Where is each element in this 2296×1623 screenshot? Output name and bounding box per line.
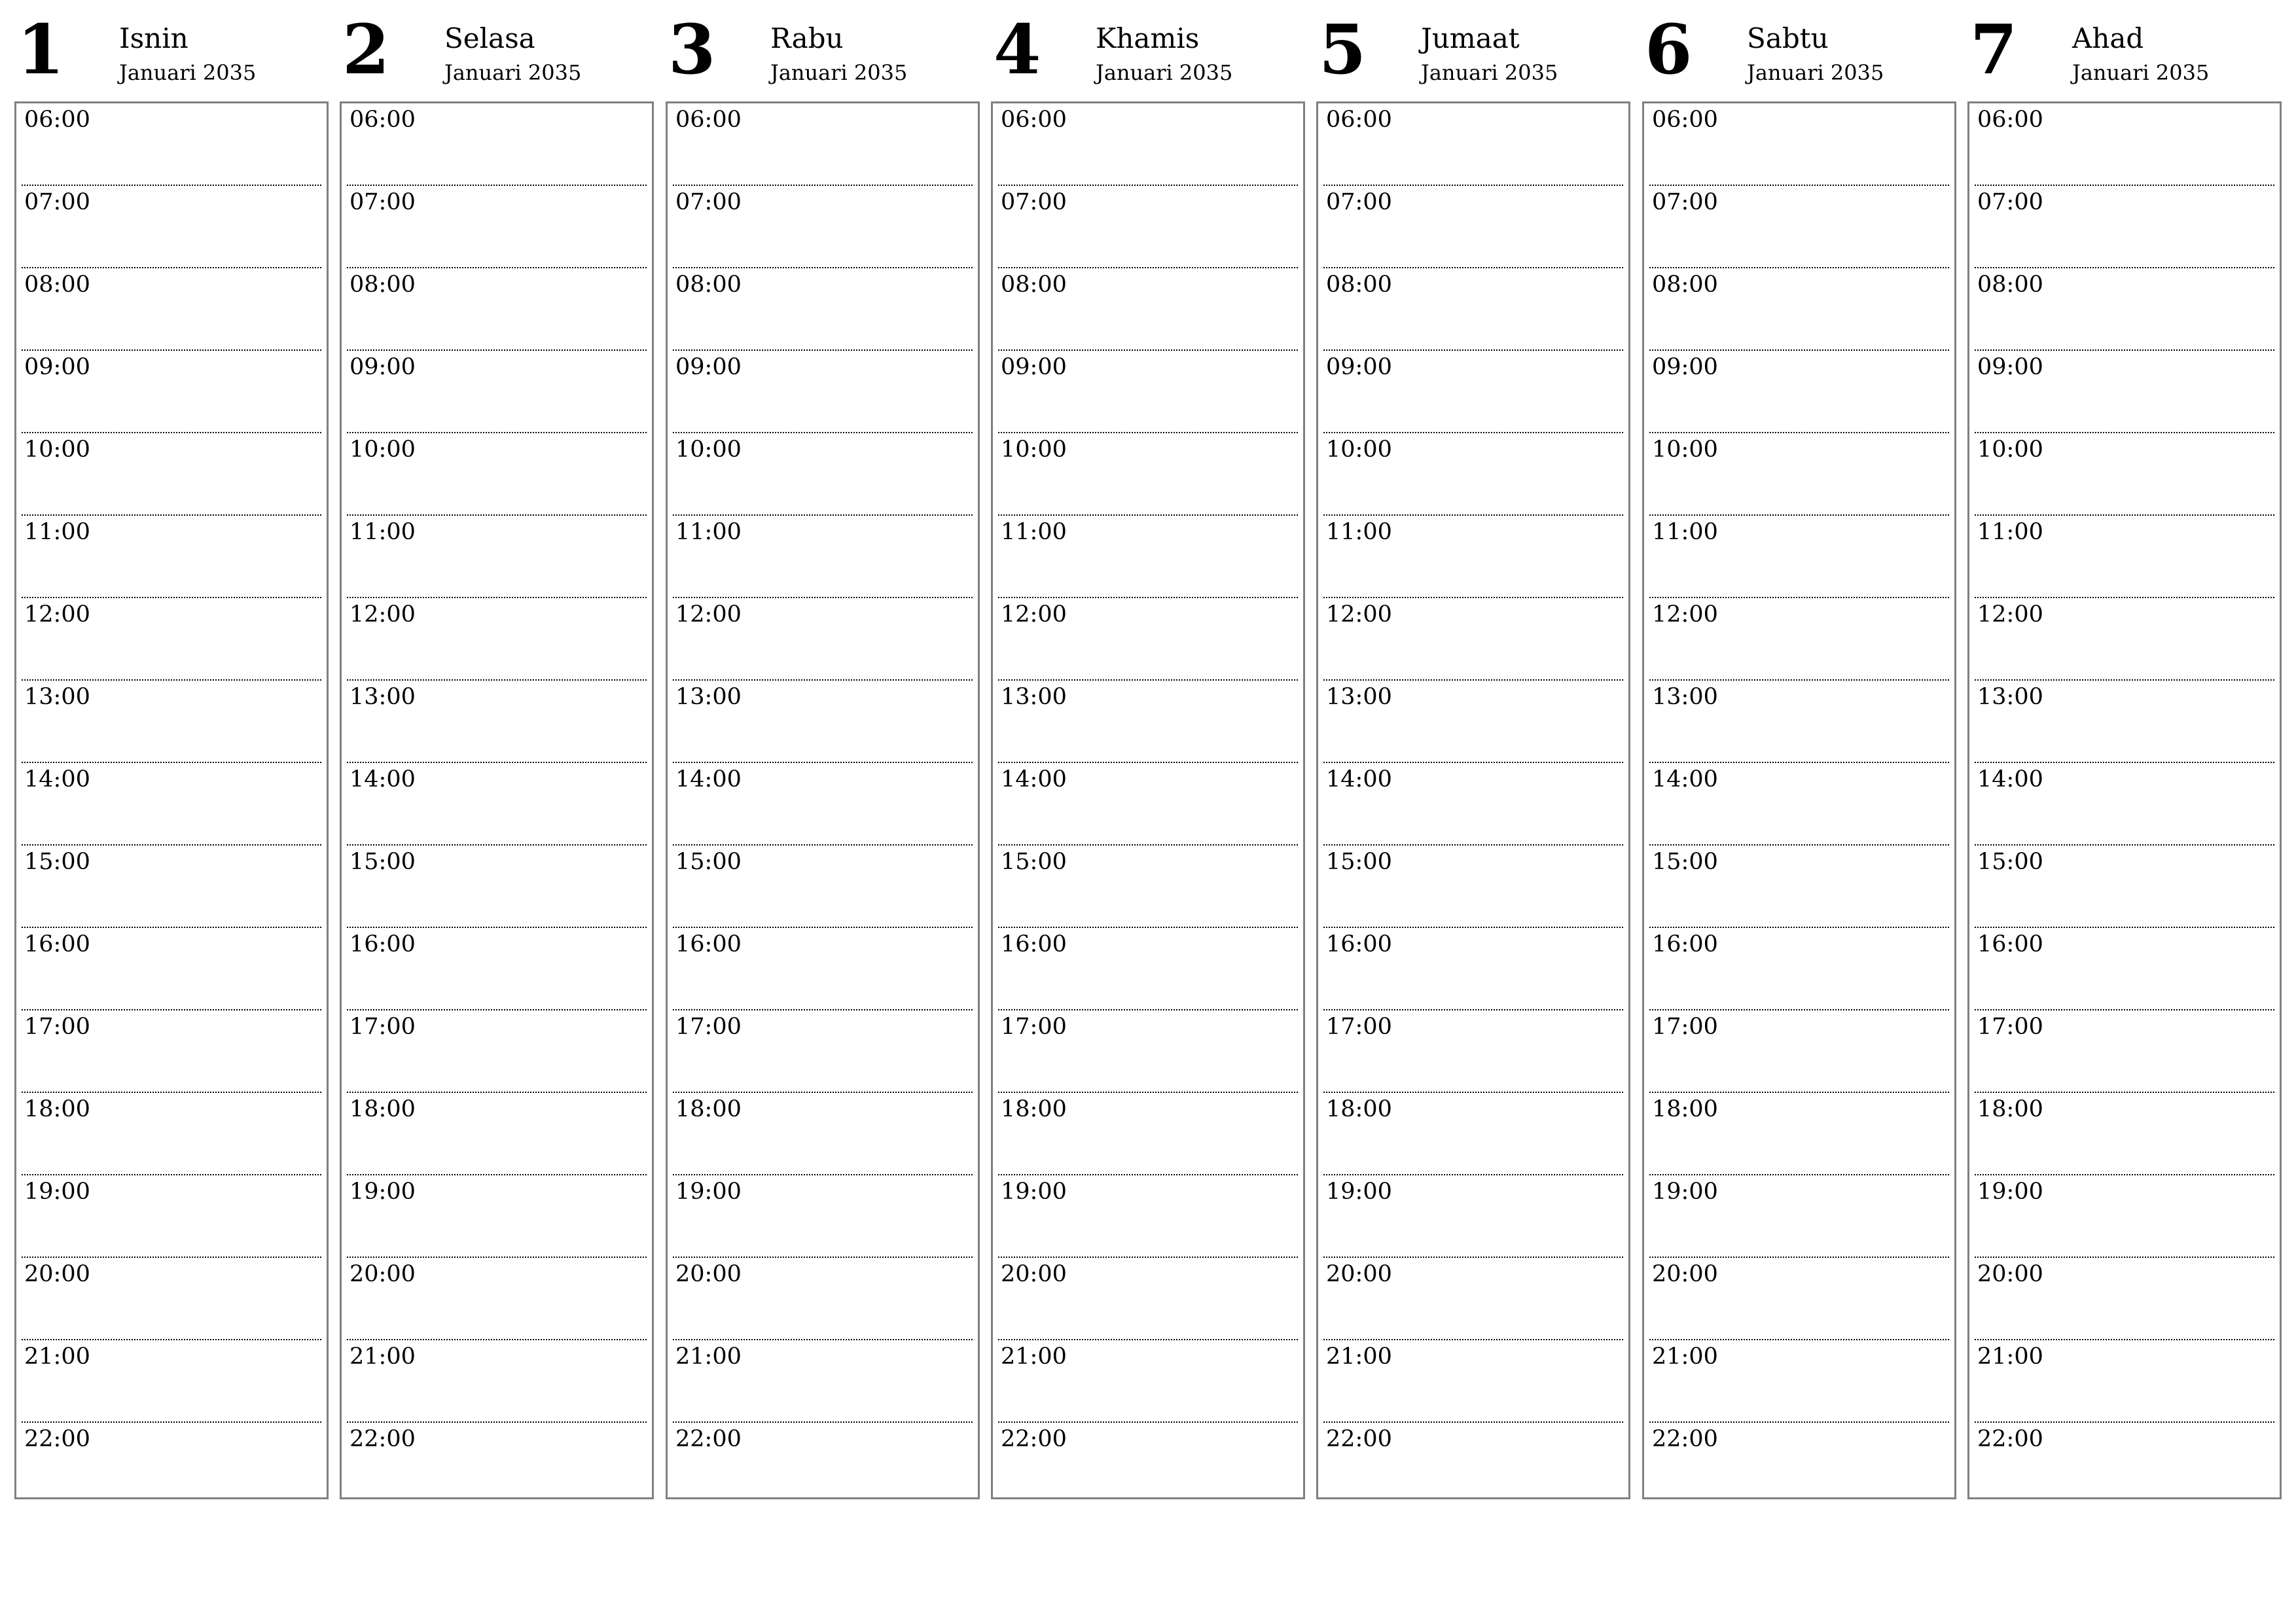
time-label: 16:00 [1652,931,1718,957]
time-label: 11:00 [24,519,90,545]
day-number: 3 [668,9,716,90]
time-slot[interactable] [998,516,1298,598]
day-header [991,0,1305,101]
time-slot[interactable] [673,1010,973,1093]
time-label: 19:00 [1326,1179,1392,1205]
time-slot[interactable] [347,846,647,928]
time-slot[interactable] [673,1175,973,1258]
time-slot[interactable] [673,598,973,681]
time-label: 22:00 [1652,1426,1718,1452]
time-label: 13:00 [1977,684,2043,710]
time-label: 10:00 [1326,437,1392,463]
time-slot[interactable] [1649,268,1949,351]
time-slot[interactable] [1975,681,2274,763]
day-name: Jumaat [1421,22,1520,54]
time-label: 18:00 [1001,1096,1067,1122]
time-label: 22:00 [24,1426,90,1452]
time-slot[interactable] [347,1340,647,1423]
time-label: 22:00 [675,1426,742,1452]
day-month-year: Januari 2035 [1421,60,1558,85]
time-label: 20:00 [675,1261,742,1287]
time-slot[interactable] [22,1340,321,1423]
time-label: 15:00 [1326,849,1392,875]
day-name: Ahad [2072,22,2144,54]
time-label: 22:00 [1977,1426,2043,1452]
day-header [666,0,980,101]
time-slot[interactable] [673,1340,973,1423]
time-label: 18:00 [350,1096,416,1122]
time-slot[interactable] [998,1423,1298,1505]
time-slot[interactable] [1975,433,2274,516]
time-slot[interactable] [1649,1175,1949,1258]
time-label: 17:00 [350,1014,416,1040]
time-label: 08:00 [675,272,742,298]
time-label: 21:00 [1326,1344,1392,1370]
time-label: 20:00 [24,1261,90,1287]
time-slot[interactable] [1323,1175,1623,1258]
time-slot[interactable] [22,103,321,186]
time-slot[interactable] [1975,1010,2274,1093]
time-label: 11:00 [1001,519,1067,545]
time-slot[interactable] [1975,1340,2274,1423]
time-label: 13:00 [350,684,416,710]
time-label: 20:00 [350,1261,416,1287]
time-slot[interactable] [22,1010,321,1093]
time-label: 22:00 [1001,1426,1067,1452]
time-label: 06:00 [350,107,416,133]
day-schedule-box [1642,101,1956,1499]
time-label: 12:00 [675,601,742,628]
time-label: 15:00 [350,849,416,875]
time-slot[interactable] [1323,186,1623,268]
time-slot[interactable] [673,1258,973,1340]
day-name: Sabtu [1747,22,1829,54]
time-label: 17:00 [24,1014,90,1040]
time-slot[interactable] [998,1340,1298,1423]
day-month-year: Januari 2035 [1747,60,1884,85]
time-slot[interactable] [1649,1340,1949,1423]
time-label: 14:00 [675,766,742,793]
day-month-year: Januari 2035 [1096,60,1233,85]
time-label: 18:00 [24,1096,90,1122]
time-label: 21:00 [24,1344,90,1370]
time-label: 10:00 [1977,437,2043,463]
time-slot[interactable] [1975,763,2274,846]
time-slot[interactable] [347,1093,647,1175]
day-number: 6 [1645,9,1693,90]
time-slot[interactable] [347,351,647,433]
time-slot[interactable] [347,186,647,268]
time-slot[interactable] [673,846,973,928]
time-label: 12:00 [1001,601,1067,628]
time-slot[interactable] [22,846,321,928]
time-slot[interactable] [1323,1010,1623,1093]
day-column [1642,0,1956,1505]
time-slot[interactable] [1323,1423,1623,1505]
time-slot[interactable] [1975,268,2274,351]
time-label: 09:00 [1001,354,1067,380]
time-slot[interactable] [347,598,647,681]
time-slot[interactable] [998,928,1298,1010]
time-slot[interactable] [1323,433,1623,516]
time-slot[interactable] [1975,103,2274,186]
time-label: 07:00 [1326,189,1392,215]
time-slot[interactable] [673,681,973,763]
time-label: 14:00 [24,766,90,793]
time-label: 13:00 [1326,684,1392,710]
day-name: Rabu [770,22,844,54]
day-column [1967,0,2282,1505]
day-number: 7 [1970,9,2018,90]
time-label: 06:00 [1977,107,2043,133]
time-slot[interactable] [673,103,973,186]
time-label: 12:00 [24,601,90,628]
time-label: 12:00 [1652,601,1718,628]
time-slot[interactable] [998,846,1298,928]
time-label: 06:00 [675,107,742,133]
time-slot[interactable] [673,186,973,268]
time-label: 19:00 [675,1179,742,1205]
time-slot[interactable] [673,1423,973,1505]
time-slot[interactable] [673,268,973,351]
time-label: 17:00 [1977,1014,2043,1040]
time-slot[interactable] [1323,351,1623,433]
time-slot[interactable] [22,433,321,516]
time-slot[interactable] [1323,763,1623,846]
time-label: 19:00 [1001,1179,1067,1205]
time-label: 07:00 [675,189,742,215]
time-label: 12:00 [1977,601,2043,628]
time-label: 18:00 [1652,1096,1718,1122]
time-slot[interactable] [1323,516,1623,598]
time-slot[interactable] [998,681,1298,763]
time-slot[interactable] [1649,681,1949,763]
time-label: 07:00 [24,189,90,215]
time-label: 09:00 [24,354,90,380]
time-slot[interactable] [1975,516,2274,598]
time-label: 09:00 [1977,354,2043,380]
time-label: 11:00 [350,519,416,545]
time-slot[interactable] [22,351,321,433]
time-slot[interactable] [1323,1258,1623,1340]
time-slot[interactable] [1975,1423,2274,1505]
time-slot[interactable] [1323,928,1623,1010]
time-label: 18:00 [1977,1096,2043,1122]
day-schedule-box [991,101,1305,1499]
time-slot[interactable] [1975,1258,2274,1340]
time-label: 17:00 [1652,1014,1718,1040]
day-schedule-box [1967,101,2282,1499]
time-slot[interactable] [673,516,973,598]
time-label: 14:00 [1001,766,1067,793]
time-label: 07:00 [1652,189,1718,215]
time-label: 06:00 [24,107,90,133]
day-header [14,0,329,101]
time-label: 10:00 [1652,437,1718,463]
time-slot[interactable] [1975,928,2274,1010]
time-label: 16:00 [1977,931,2043,957]
time-label: 15:00 [1001,849,1067,875]
time-slot[interactable] [1975,1093,2274,1175]
time-slot[interactable] [673,351,973,433]
day-schedule-box [1316,101,1630,1499]
time-label: 11:00 [1326,519,1392,545]
time-slot[interactable] [998,763,1298,846]
time-label: 08:00 [350,272,416,298]
time-label: 15:00 [675,849,742,875]
time-label: 09:00 [350,354,416,380]
time-slot[interactable] [1323,1093,1623,1175]
time-slot[interactable] [1649,598,1949,681]
time-slot[interactable] [1649,1010,1949,1093]
time-label: 08:00 [1001,272,1067,298]
time-slot[interactable] [998,433,1298,516]
time-label: 15:00 [24,849,90,875]
time-label: 20:00 [1977,1261,2043,1287]
time-slot[interactable] [22,1093,321,1175]
time-label: 09:00 [1652,354,1718,380]
time-slot[interactable] [1975,186,2274,268]
time-label: 15:00 [1652,849,1718,875]
time-label: 19:00 [1977,1179,2043,1205]
time-slot[interactable] [998,598,1298,681]
time-label: 16:00 [24,931,90,957]
time-label: 12:00 [1326,601,1392,628]
time-slot[interactable] [1649,433,1949,516]
day-header [340,0,654,101]
time-slot[interactable] [1649,846,1949,928]
time-slot[interactable] [1649,1258,1949,1340]
day-column [340,0,654,1505]
time-label: 19:00 [350,1179,416,1205]
time-label: 20:00 [1652,1261,1718,1287]
time-label: 08:00 [1652,272,1718,298]
time-label: 22:00 [1326,1426,1392,1452]
day-column [666,0,980,1505]
time-slot[interactable] [998,1010,1298,1093]
time-label: 10:00 [350,437,416,463]
time-label: 07:00 [1977,189,2043,215]
time-slot[interactable] [998,1258,1298,1340]
time-label: 14:00 [1652,766,1718,793]
day-month-year: Januari 2035 [2072,60,2210,85]
day-number: 2 [342,9,390,90]
time-slot[interactable] [1323,846,1623,928]
time-slot[interactable] [673,763,973,846]
time-slot[interactable] [673,928,973,1010]
time-label: 16:00 [1001,931,1067,957]
day-column [1316,0,1630,1505]
time-slot[interactable] [347,763,647,846]
day-column [14,0,329,1505]
time-label: 10:00 [24,437,90,463]
time-label: 16:00 [675,931,742,957]
time-slot[interactable] [1323,268,1623,351]
day-header [1316,0,1630,101]
time-slot[interactable] [22,268,321,351]
time-label: 11:00 [675,519,742,545]
day-number: 1 [17,9,65,90]
time-label: 20:00 [1326,1261,1392,1287]
time-label: 22:00 [350,1426,416,1452]
time-label: 18:00 [675,1096,742,1122]
time-slot[interactable] [1323,681,1623,763]
time-slot[interactable] [22,1423,321,1505]
time-label: 13:00 [24,684,90,710]
time-label: 07:00 [350,189,416,215]
time-slot[interactable] [998,351,1298,433]
time-slot[interactable] [347,681,647,763]
time-slot[interactable] [347,268,647,351]
time-label: 17:00 [1326,1014,1392,1040]
time-slot[interactable] [1649,186,1949,268]
time-label: 20:00 [1001,1261,1067,1287]
time-label: 06:00 [1326,107,1392,133]
time-slot[interactable] [1649,763,1949,846]
time-slot[interactable] [1649,1423,1949,1505]
time-label: 17:00 [1001,1014,1067,1040]
weekly-planner [14,0,2282,1505]
time-label: 12:00 [350,601,416,628]
time-slot[interactable] [1975,846,2274,928]
time-label: 06:00 [1001,107,1067,133]
time-label: 16:00 [1326,931,1392,957]
time-label: 13:00 [1001,684,1067,710]
day-header [1642,0,1956,101]
day-number: 5 [1319,9,1367,90]
time-label: 06:00 [1652,107,1718,133]
day-header [1967,0,2282,101]
time-slot[interactable] [22,1175,321,1258]
time-label: 19:00 [1652,1179,1718,1205]
time-label: 11:00 [1977,519,2043,545]
time-slot[interactable] [1323,103,1623,186]
day-name: Khamis [1096,22,1200,54]
time-label: 07:00 [1001,189,1067,215]
time-label: 08:00 [1326,272,1392,298]
time-slot[interactable] [347,1010,647,1093]
time-slot[interactable] [673,433,973,516]
time-label: 10:00 [1001,437,1067,463]
time-label: 14:00 [1977,766,2043,793]
time-slot[interactable] [347,1423,647,1505]
time-label: 14:00 [350,766,416,793]
time-slot[interactable] [673,1093,973,1175]
time-slot[interactable] [22,516,321,598]
time-slot[interactable] [1649,103,1949,186]
time-slot[interactable] [1649,351,1949,433]
time-label: 21:00 [1652,1344,1718,1370]
time-label: 17:00 [675,1014,742,1040]
time-slot[interactable] [1975,351,2274,433]
time-label: 21:00 [350,1344,416,1370]
time-slot[interactable] [1975,1175,2274,1258]
day-name: Isnin [119,22,188,54]
time-label: 14:00 [1326,766,1392,793]
time-slot[interactable] [347,516,647,598]
time-slot[interactable] [1649,1093,1949,1175]
time-slot[interactable] [22,186,321,268]
time-slot[interactable] [1323,598,1623,681]
time-label: 19:00 [24,1179,90,1205]
time-label: 08:00 [24,272,90,298]
day-schedule-box [666,101,980,1499]
time-label: 21:00 [1977,1344,2043,1370]
time-label: 15:00 [1977,849,2043,875]
time-slot[interactable] [347,928,647,1010]
day-month-year: Januari 2035 [444,60,582,85]
day-number: 4 [994,9,1041,90]
time-slot[interactable] [1323,1340,1623,1423]
day-column [991,0,1305,1505]
day-schedule-box [340,101,654,1499]
time-slot[interactable] [22,1258,321,1340]
time-slot[interactable] [22,681,321,763]
time-label: 21:00 [1001,1344,1067,1370]
time-label: 18:00 [1326,1096,1392,1122]
time-label: 10:00 [675,437,742,463]
time-label: 09:00 [675,354,742,380]
time-slot[interactable] [998,186,1298,268]
time-slot[interactable] [22,763,321,846]
time-label: 13:00 [1652,684,1718,710]
time-slot[interactable] [998,268,1298,351]
time-label: 08:00 [1977,272,2043,298]
time-label: 21:00 [675,1344,742,1370]
time-slot[interactable] [22,598,321,681]
time-slot[interactable] [998,103,1298,186]
time-slot[interactable] [347,103,647,186]
time-label: 09:00 [1326,354,1392,380]
time-slot[interactable] [998,1175,1298,1258]
time-slot[interactable] [22,928,321,1010]
time-label: 13:00 [675,684,742,710]
time-slot[interactable] [347,433,647,516]
time-slot[interactable] [1975,598,2274,681]
day-name: Selasa [444,22,535,54]
day-month-year: Januari 2035 [770,60,908,85]
time-slot[interactable] [347,1258,647,1340]
time-label: 16:00 [350,931,416,957]
time-slot[interactable] [998,1093,1298,1175]
day-month-year: Januari 2035 [119,60,257,85]
time-slot[interactable] [1649,928,1949,1010]
day-schedule-box [14,101,329,1499]
time-label: 11:00 [1652,519,1718,545]
time-slot[interactable] [1649,516,1949,598]
time-slot[interactable] [347,1175,647,1258]
